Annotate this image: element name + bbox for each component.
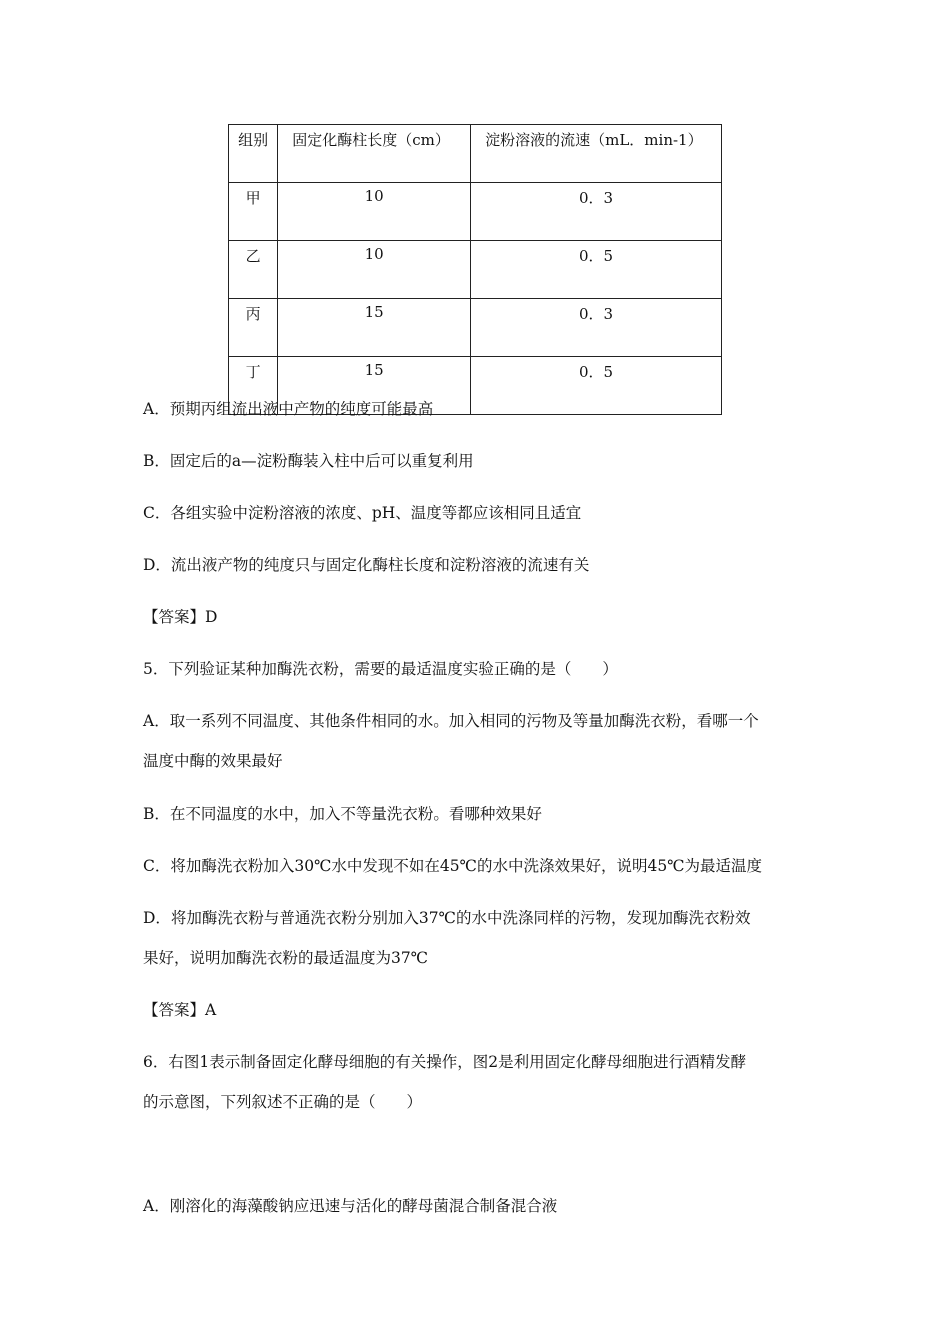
q5-stem: 5．下列验证某种加酶洗衣粉，需要的最适温度实验正确的是（ ）: [143, 660, 618, 678]
q5-option-c: C．将加酶洗衣粉加入30℃水中发现不如在45℃的水中洗涤效果好，说明45℃为最适温度: [143, 857, 763, 875]
q4-option-a: A．预期丙组流出液中产物的纯度可能最高: [143, 400, 434, 418]
q4-option-b: B．固定后的a—淀粉酶装入柱中后可以重复利用: [143, 452, 474, 470]
experiment-table: [228, 124, 722, 415]
table-header-cell: 组别: [229, 125, 278, 183]
table-row: [229, 183, 722, 241]
table-header-cell: 淀粉溶液的流速（mL．min-1）: [471, 125, 722, 183]
table-cell: 15: [278, 357, 471, 415]
q6-option-a: A．刚溶化的海藻酸钠应迅速与活化的酵母菌混合制备混合液: [143, 1197, 558, 1215]
q4-answer: 【答案】D: [143, 608, 218, 626]
table-cell: 15: [278, 299, 471, 357]
table-cell: 0．3: [471, 299, 722, 357]
table-header-row: [229, 125, 722, 183]
table-cell: 10: [278, 241, 471, 299]
q4-option-c: C．各组实验中淀粉溶液的浓度、pH、温度等都应该相同且适宜: [143, 504, 582, 522]
table-cell: 0．5: [471, 241, 722, 299]
table-cell: 丁: [229, 357, 278, 415]
q5-option-b: B．在不同温度的水中，加入不等量洗衣粉。看哪种效果好: [143, 805, 542, 823]
table-header-cell: 固定化酶柱长度（cm）: [278, 125, 471, 183]
q4-option-d: D．流出液产物的纯度只与固定化酶柱长度和淀粉溶液的流速有关: [143, 556, 590, 574]
table-cell: 甲: [229, 183, 278, 241]
table-cell: 0．5: [471, 357, 722, 415]
q6-stem-line1: 6．右图1表示制备固定化酵母细胞的有关操作，图2是利用固定化酵母细胞进行酒精发酵: [143, 1053, 747, 1071]
table-cell: 10: [278, 183, 471, 241]
table-cell: 丙: [229, 299, 278, 357]
q5-option-d-line1: D．将加酶洗衣粉与普通洗衣粉分别加入37℃的水中洗涤同样的污物，发现加酶洗衣粉效: [143, 909, 751, 927]
q5-option-a-line2: 温度中酶的效果最好: [143, 752, 283, 770]
table-row: [229, 299, 722, 357]
table-row: [229, 241, 722, 299]
q5-answer: 【答案】A: [143, 1001, 217, 1019]
table-cell: 0．3: [471, 183, 722, 241]
q6-stem-line2: 的示意图，下列叙述不正确的是（ ）: [143, 1093, 423, 1111]
q5-option-d-line2: 果好，说明加酶洗衣粉的最适温度为37℃: [143, 949, 429, 967]
table-cell: 乙: [229, 241, 278, 299]
q5-option-a-line1: A．取一系列不同温度、其他条件相同的水。加入相同的污物及等量加酶洗衣粉，看哪一个: [143, 712, 759, 730]
